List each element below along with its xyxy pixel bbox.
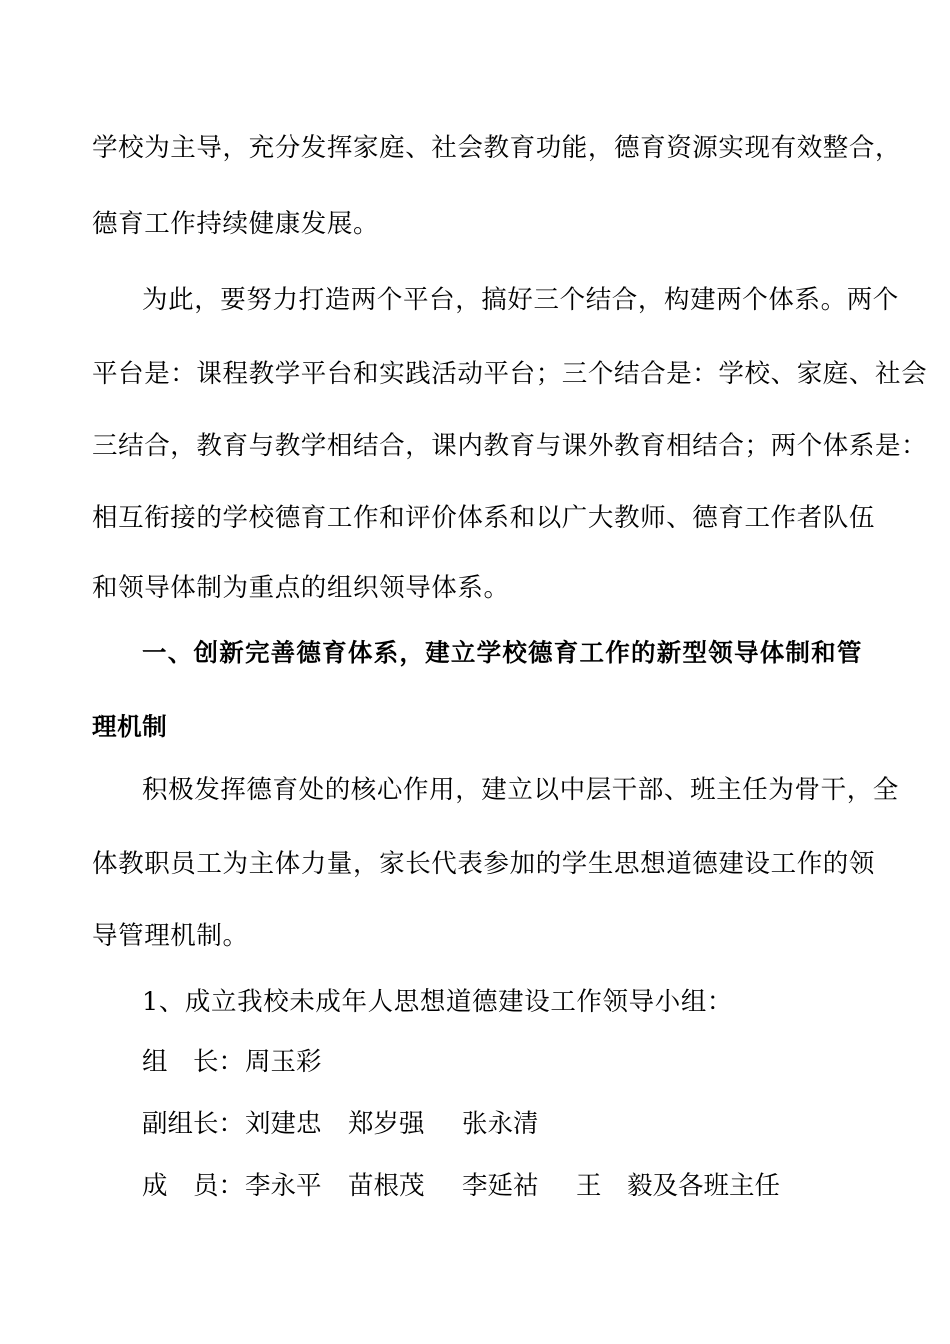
paragraph-line: 德育工作持续健康发展。 xyxy=(92,209,380,239)
paragraph-line: 积极发挥德育处的核心作用，建立以中层干部、班主任为骨干，全 xyxy=(142,775,899,805)
paragraph-line: 和领导体制为重点的组织领导体系。 xyxy=(92,573,510,603)
member-name: 李延祜 xyxy=(462,1171,539,1201)
section-heading: 一、创新完善德育体系，建立学校德育工作的新型领导体制和管 xyxy=(142,638,862,667)
member-name: 苗根茂 xyxy=(348,1171,425,1201)
paragraph-line: 1、成立我校未成年人思想道德建设工作领导小组： xyxy=(142,987,734,1017)
paragraph-line: 学校为主导，充分发挥家庭、社会教育功能，德育资源实现有效整合， xyxy=(92,133,902,163)
paragraph-line: 三结合，教育与教学相结合，课内教育与课外教育相结合；两个体系是： xyxy=(92,431,928,461)
paragraph-line: 导管理机制。 xyxy=(92,921,249,951)
member-name: 王 毅及各班主任 xyxy=(576,1171,781,1201)
paragraph-line: 平台是：课程教学平台和实践活动平台；三个结合是：学校、家庭、社会 xyxy=(92,359,928,389)
leader-name: 周玉彩 xyxy=(245,1047,322,1077)
deputy-label: 副组长： xyxy=(142,1109,245,1139)
leader-label: 组 长： xyxy=(142,1047,245,1077)
section-heading: 理机制 xyxy=(92,712,168,741)
deputy-name: 郑岁强 xyxy=(348,1109,425,1139)
deputy-name: 刘建忠 xyxy=(245,1109,322,1139)
member-label: 成 员： xyxy=(142,1171,245,1201)
deputy-name: 张永清 xyxy=(462,1109,539,1139)
paragraph-line: 为此，要努力打造两个平台，搞好三个结合，构建两个体系。两个 xyxy=(142,285,899,315)
paragraph-line: 体教职员工为主体力量，家长代表参加的学生思想道德建设工作的领 xyxy=(92,849,876,879)
paragraph-line: 相互衔接的学校德育工作和评价体系和以广大教师、德育工作者队伍 xyxy=(92,503,876,533)
member-name: 李永平 xyxy=(245,1171,322,1201)
